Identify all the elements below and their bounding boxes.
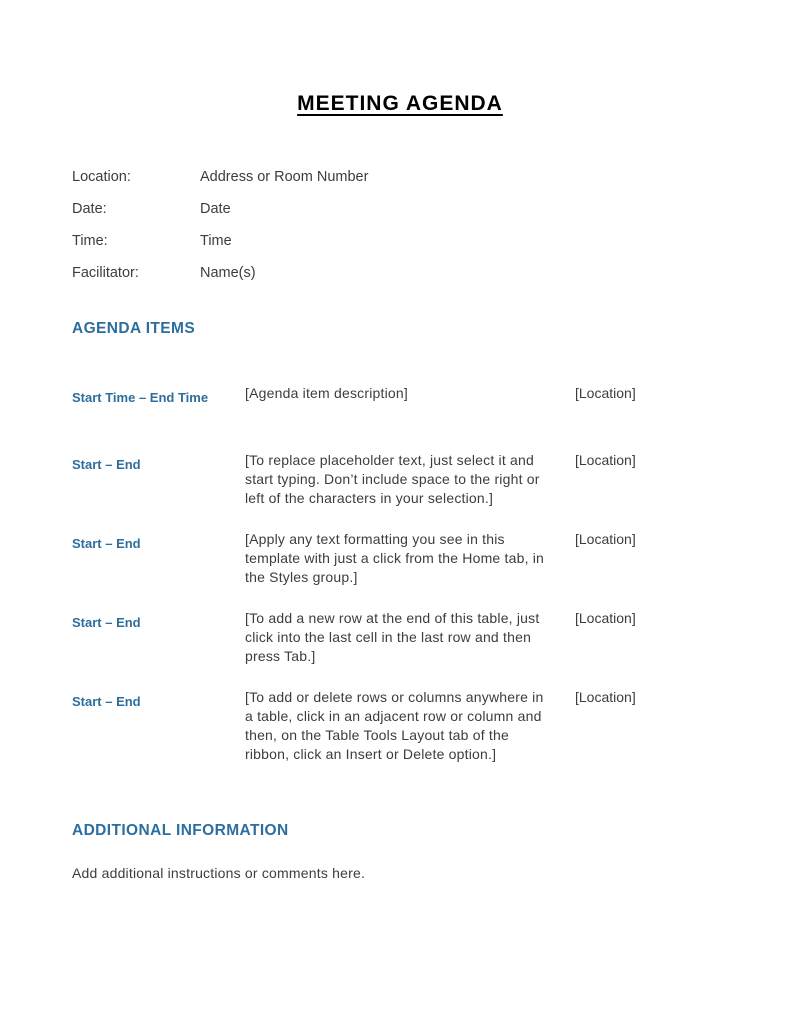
date-value-placeholder[interactable]: Date xyxy=(200,201,231,217)
date-label: Date: xyxy=(72,201,107,217)
agenda-row-3-time[interactable]: Start – End xyxy=(72,615,141,630)
agenda-header-location-placeholder[interactable]: [Location] xyxy=(575,385,636,401)
location-label: Location: xyxy=(72,169,131,185)
additional-information-heading: ADDITIONAL INFORMATION xyxy=(72,822,289,839)
document-title xyxy=(0,0,800,116)
document-title-text: MEETING AGENDA xyxy=(297,92,503,115)
agenda-row-4-time[interactable]: Start – End xyxy=(72,694,141,709)
agenda-row-4 xyxy=(72,688,728,764)
agenda-row-3-location-placeholder[interactable]: [Location] xyxy=(575,610,636,626)
time-value-placeholder[interactable]: Time xyxy=(200,233,232,249)
agenda-row-1-location-placeholder[interactable]: [Location] xyxy=(575,452,636,468)
agenda-header-description-placeholder[interactable]: [Agenda item description] xyxy=(245,385,408,401)
meeting-info-block xyxy=(72,168,728,282)
info-row-facilitator xyxy=(72,264,728,282)
agenda-row-3-description-placeholder[interactable]: [To add a new row at the end of this table, just click into the last cell in the last row and then press Tab.] xyxy=(245,610,540,664)
location-value-placeholder[interactable]: Address or Room Number xyxy=(200,169,369,185)
agenda-row-2 xyxy=(72,530,728,609)
additional-information-note[interactable]: Add additional instructions or comments here. xyxy=(72,865,366,881)
agenda-row-1 xyxy=(72,451,728,530)
time-label: Time: xyxy=(72,233,108,249)
agenda-row-1-description-placeholder[interactable]: [To replace placeholder text, just select it and start typing. Don’t include space to the right or left of the characters in your selection.] xyxy=(245,452,540,506)
agenda-row-4-location-placeholder[interactable]: [Location] xyxy=(575,689,636,705)
agenda-row-2-description-placeholder[interactable]: [Apply any text formatting you see in this template with just a click from the Home tab, in the Styles group.] xyxy=(245,531,545,585)
facilitator-value-placeholder[interactable]: Name(s) xyxy=(200,265,256,281)
agenda-row-4-description-placeholder[interactable]: [To add or delete rows or columns anywhere in a table, click in an adjacent row or column and then, on the Table Tools Layout tab of the ribbon, click an Insert or Delete option.] xyxy=(245,689,544,762)
info-row-time xyxy=(72,232,728,250)
agenda-header-row xyxy=(72,384,728,451)
agenda-table xyxy=(72,384,728,764)
info-row-date xyxy=(72,200,728,218)
agenda-header-time[interactable]: Start Time – End Time xyxy=(72,390,209,405)
agenda-items-heading: AGENDA ITEMS xyxy=(72,320,196,337)
facilitator-label: Facilitator: xyxy=(72,265,139,281)
agenda-row-3 xyxy=(72,609,728,688)
agenda-row-2-location-placeholder[interactable]: [Location] xyxy=(575,531,636,547)
agenda-row-2-time[interactable]: Start – End xyxy=(72,536,141,551)
info-row-location xyxy=(72,168,728,186)
agenda-row-1-time[interactable]: Start – End xyxy=(72,457,141,472)
